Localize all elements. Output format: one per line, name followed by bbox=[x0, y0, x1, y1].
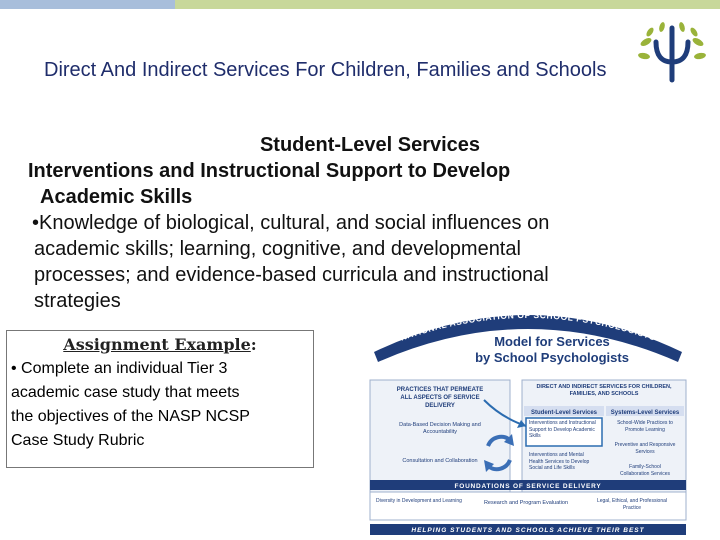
banner-text: NATIONAL ASSOCIATION OF SCHOOL PSYCHOLOGISTS bbox=[398, 309, 658, 343]
content-body bbox=[20, 132, 680, 314]
bullet-line-4: strategies bbox=[34, 290, 121, 312]
assignment-line-2: academic case study that meets bbox=[11, 384, 240, 401]
bullet-line-3: processes; and evidence-based curricula and instructional bbox=[34, 264, 549, 286]
nasp-model-diagram bbox=[366, 300, 690, 538]
assignment-title-colon: : bbox=[250, 335, 257, 354]
assignment-line-4: Case Study Rubric bbox=[11, 432, 145, 449]
found-item-2: Research and Program Evaluation bbox=[483, 500, 569, 506]
bullet-line-1: •Knowledge of biological, cultural, and social influences on bbox=[32, 212, 550, 234]
foundations-label: FOUNDATIONS OF SERVICE DELIVERY bbox=[454, 483, 602, 490]
col1-item-1: Interventions and Instructional Support to Develop Academic Skills bbox=[529, 420, 596, 439]
nasp-psi-logo-icon bbox=[636, 20, 708, 86]
col2-item-1: School-Wide Practices to Promote Learning bbox=[617, 420, 673, 433]
left-panel-header: PRACTICES THAT PERMEATE ALL ASPECTS OF SERVICE DELIVERY bbox=[396, 387, 484, 409]
model-title-line-1: Model for Services bbox=[494, 334, 610, 349]
bullet-line-2: academic skills; learning, cognitive, and developmental bbox=[34, 238, 521, 260]
assignment-title bbox=[11, 333, 309, 357]
subheading-line-2: Academic Skills bbox=[40, 186, 193, 208]
footer-label: HELPING STUDENTS AND SCHOOLS ACHIEVE THEIR BEST bbox=[411, 527, 645, 534]
subheading-line-1: Interventions and Instructional Support to Develop bbox=[28, 160, 511, 182]
col2-item-3: Family-School Collaboration Services bbox=[619, 464, 671, 477]
top-bar-blue-segment bbox=[0, 0, 175, 9]
right-panel-header: DIRECT AND INDIRECT SERVICES FOR CHILDREN, FAMILIES, AND SCHOOLS bbox=[536, 384, 672, 397]
col1-item-2: Interventions and Mental Health Services to Develop Social and Life Skills bbox=[529, 452, 590, 471]
assignment-line-3: the objectives of the NASP NCSP bbox=[11, 408, 250, 425]
col2-header: Systems-Level Services bbox=[610, 410, 680, 416]
model-title-line-2: by School Psychologists bbox=[475, 350, 629, 365]
assignment-title-label: Assignment Example bbox=[63, 335, 251, 354]
top-bar-green-segment bbox=[175, 0, 720, 9]
col2-item-2: Preventive and Responsive Services bbox=[614, 442, 676, 455]
top-accent-bar bbox=[0, 0, 720, 9]
slide-title: Direct And Indirect Services For Children, Families and Schools bbox=[44, 59, 607, 81]
left-item-1: Data-Based Decision Making and Accountability bbox=[399, 422, 481, 435]
left-item-2: Consultation and Collaboration bbox=[402, 458, 478, 464]
col1-header: Student-Level Services bbox=[530, 410, 598, 416]
found-item-3: Legal, Ethical, and Professional Practice bbox=[596, 498, 668, 511]
assignment-box bbox=[6, 330, 314, 468]
found-item-1: Diversity in Development and Learning bbox=[376, 498, 462, 504]
section-heading: Student-Level Services bbox=[259, 134, 481, 156]
assignment-line-1: • Complete an individual Tier 3 bbox=[11, 360, 228, 377]
